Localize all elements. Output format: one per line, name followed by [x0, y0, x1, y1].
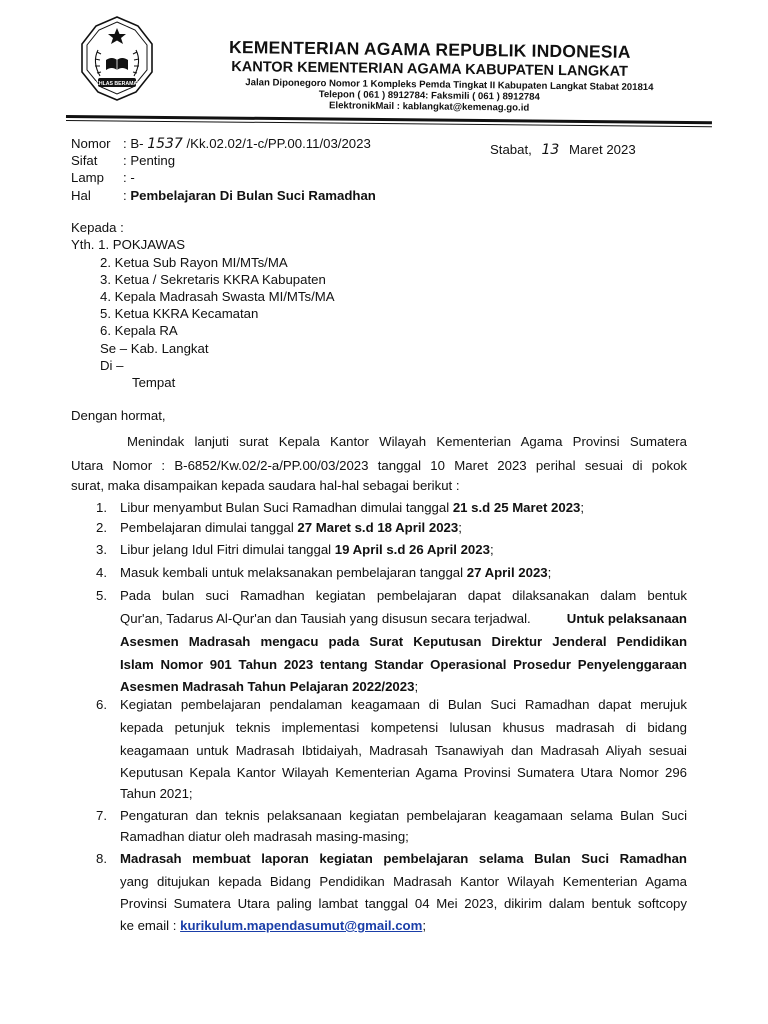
- item-8-line-1: Madrasah membuat laporan kegiatan pembelajaran selama Bulan Suci Ramadhan: [120, 851, 687, 866]
- kepada-label: Kepada :: [71, 220, 124, 235]
- item-6-number: 6.: [96, 697, 107, 712]
- item-8-line-3: Provinsi Sumatera Utara paling lambat tanggal 04 Mei 2023, dikirim dalam bentuk softcopy: [120, 896, 687, 911]
- office-email: ElektronikMail : kablangkat@kemenag.go.id: [328, 100, 530, 114]
- item-7-line-1: Pengaturan dan teknis pelaksanaan kegiatan pembelajaran keagamaan selama Bulan Suci: [120, 808, 687, 823]
- item-4-text: Masuk kembali untuk melaksanakan pembelajaran tanggal: [120, 565, 467, 580]
- item-4-number: 4.: [96, 565, 107, 580]
- lamp-value: : -: [123, 170, 135, 185]
- item-1-end: ;: [580, 500, 585, 515]
- item-5-line-2-bold: Untuk pelaksanaan: [566, 611, 687, 626]
- item-2-number: 2.: [96, 520, 107, 535]
- intro-line-1: Menindak lanjuti surat Kepala Kantor Wilayah Kementerian Agama Provinsi Sumatera: [127, 434, 687, 449]
- item-2: [120, 520, 462, 535]
- hal-row: [71, 188, 376, 204]
- date-place: Stabat,: [490, 142, 532, 157]
- item-4-date: 27 April 2023: [466, 565, 548, 580]
- item-5-line-1: Pada bulan suci Ramadhan kegiatan pembelajaran dapat dilaksanakan dalam bentuk: [120, 588, 687, 603]
- addressee-se: Se – Kab. Langkat: [100, 341, 209, 356]
- sifat-value: : Penting: [123, 153, 176, 168]
- item-5-line-2: [120, 611, 687, 626]
- item-5-line-4: Islam Nomor 901 Tahun 2023 tentang Standar Operasional Prosedur Penyelenggaraan: [120, 657, 687, 672]
- item-6-line-1: Kegiatan pembelajaran pendalaman keagamaan di Bulan Suci Ramadhan dapat merujuk: [120, 697, 687, 712]
- nomor-label: Nomor: [71, 136, 111, 151]
- email-link[interactable]: kurikulum.mapendasumut@gmail.com: [180, 918, 423, 933]
- item-1-date: 21 s.d 25 Maret 2023: [452, 500, 581, 515]
- item-3-text: Libur jelang Idul Fitri dimulai tanggal: [120, 542, 335, 557]
- item-7-number: 7.: [96, 808, 107, 823]
- item-3-number: 3.: [96, 542, 107, 557]
- item-5-line-2-text: Qur'an, Tadarus Al-Qur'an dan Tausiah yang disusun secara terjadwal.: [120, 611, 531, 626]
- hal-value: Pembelajaran Di Bulan Suci Ramadhan: [130, 188, 376, 203]
- addressee-5: 5. Ketua KKRA Kecamatan: [100, 306, 259, 321]
- greeting: Dengan hormat,: [71, 408, 166, 423]
- item-8-line-4-text: ke email :: [120, 918, 181, 933]
- item-6-line-3: keagamaan untuk Madrasah Ibtidaiyah, Madrasah Tsanawiyah dan Madrasah Aliyah sesuai: [120, 743, 687, 758]
- office-phone: Telepon ( 061 ) 8912784: Faksmili ( 061 ) 8912784: [318, 89, 540, 103]
- item-5-number: 5.: [96, 588, 107, 603]
- item-3-end: ;: [489, 542, 494, 557]
- nomor-handwritten: 1537: [147, 136, 183, 152]
- item-5-line-5-end: ;: [414, 679, 419, 694]
- letterhead: [149, 36, 710, 116]
- nomor-prefix: : B-: [123, 136, 144, 151]
- lamp-row: [71, 170, 135, 186]
- hal-colon: :: [123, 188, 131, 203]
- addressee-4: 4. Kepala Madrasah Swasta MI/MTs/MA: [100, 289, 335, 304]
- lamp-label: Lamp: [71, 170, 104, 185]
- ministry-name: KEMENTERIAN AGAMA REPUBLIK INDONESIA: [228, 36, 631, 62]
- item-1-text: Libur menyambut Bulan Suci Ramadhan dimulai tanggal: [120, 500, 453, 515]
- item-5-line-3: Asesmen Madrasah mengacu pada Surat Keputusan Direktur Jenderal Pendidikan: [120, 634, 687, 649]
- item-4-end: ;: [547, 565, 552, 580]
- item-4: [120, 565, 551, 580]
- item-2-text: Pembelajaran dimulai tanggal: [120, 520, 298, 535]
- item-8-line-4: [120, 918, 426, 933]
- item-6-line-4: Keputusan Kepala Kantor Wilayah Kementerian Agama Provinsi Sumatera Utara Nomor 296: [120, 765, 687, 780]
- addressee-6: 6. Kepala RA: [100, 323, 178, 338]
- item-1-number: 1.: [96, 500, 107, 515]
- kemenag-logo: [78, 14, 156, 104]
- sifat-row: [71, 153, 175, 169]
- letter-date: [490, 142, 636, 158]
- item-2-end: ;: [458, 520, 462, 535]
- item-2-date: 27 Maret s.d 18 April 2023: [297, 520, 459, 535]
- item-8-line-4-end: ;: [422, 918, 427, 933]
- intro-line-2: Utara Nomor : B-6852/Kw.02/2-a/PP.00/03/2023 tanggal 10 Maret 2023 perihal sesuai di pokok: [71, 458, 687, 473]
- item-7-line-2: Ramadhan diatur oleh madrasah masing-masing;: [120, 829, 409, 844]
- addressee-2: 2. Ketua Sub Rayon MI/MTs/MA: [100, 255, 288, 270]
- item-5-line-5-bold: Asesmen Madrasah Tahun Pelajaran 2022/2023: [120, 679, 415, 694]
- intro-line-3: surat, maka disampaikan kepada saudara hal-hal sebagai berikut :: [71, 478, 460, 493]
- addressee-di: Di –: [100, 358, 124, 373]
- item-6-line-2: kepada petunjuk teknis implementasi kompetensi lulusan khusus madrasah di bidang: [120, 720, 687, 735]
- item-3: [120, 542, 494, 557]
- logo-text: IKHLAS BERAMAL: [93, 81, 141, 87]
- item-8-number: 8.: [96, 851, 107, 866]
- date-rest: Maret 2023: [568, 142, 636, 157]
- nomor-suffix: /Kk.02.02/1-c/PP.00.11/03/2023: [186, 136, 371, 151]
- item-6-line-5: Tahun 2021;: [120, 786, 193, 801]
- office-address: Jalan Diponegoro Nomor 1 Kompleks Pemda Tingkat II Kabupaten Langkat Stabat 201814: [245, 77, 654, 94]
- office-name: KANTOR KEMENTERIAN AGAMA KABUPATEN LANGKAT: [231, 58, 628, 80]
- nomor-row: [71, 136, 371, 152]
- item-1: [120, 500, 584, 515]
- addressee-tempat: Tempat: [132, 375, 176, 390]
- addressee-3: 3. Ketua / Sekretaris KKRA Kabupaten: [100, 272, 326, 287]
- hal-label: Hal: [71, 188, 91, 203]
- item-5-line-5: [120, 679, 418, 694]
- item-8-line-2: yang ditujukan kepada Bidang Pendidikan Madrasah Kantor Wilayah Kementerian Agama: [120, 874, 687, 889]
- addressee-1: Yth. 1. POKJAWAS: [71, 237, 186, 252]
- item-3-date: 19 April s.d 26 April 2023: [334, 542, 490, 557]
- sifat-label: Sifat: [71, 153, 98, 168]
- date-handwritten: 13: [541, 142, 560, 158]
